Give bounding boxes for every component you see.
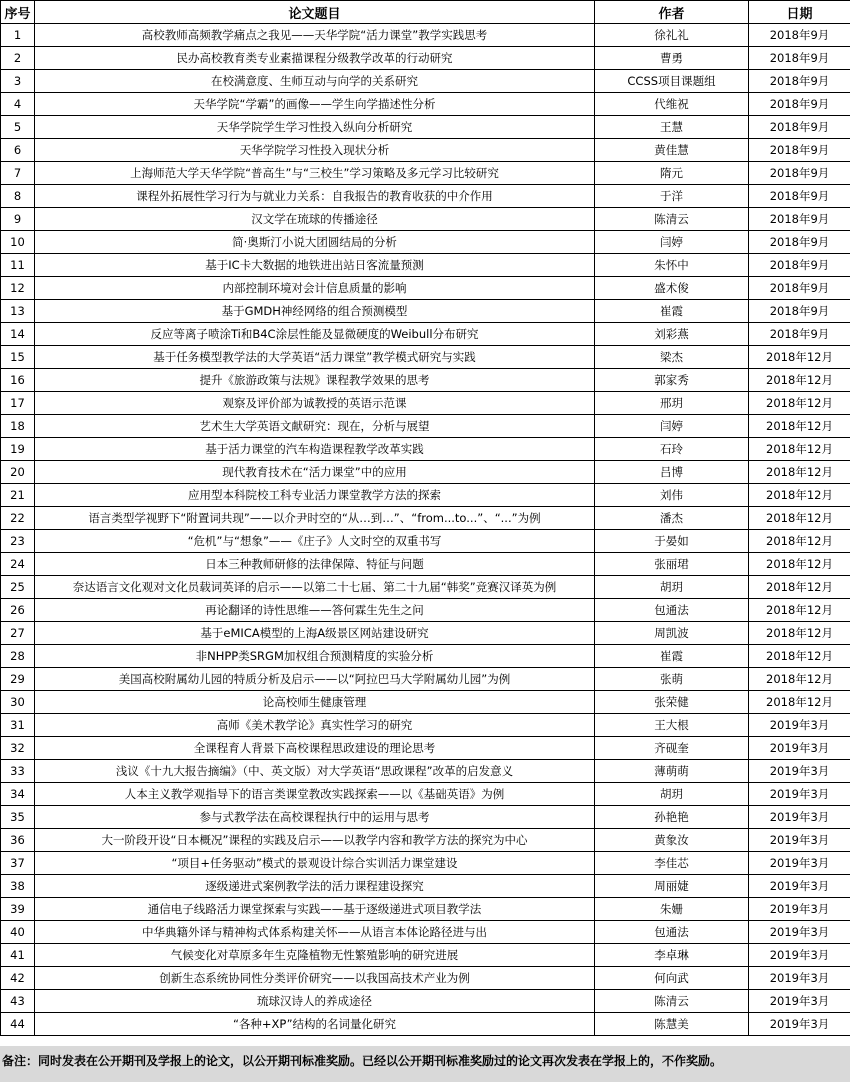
cell-author: 胡玥	[595, 576, 749, 599]
cell-no: 1	[1, 24, 35, 47]
header-no: 序号	[1, 1, 35, 24]
cell-date: 2018年12月	[749, 369, 850, 392]
footnote: 备注：同时发表在公开期刊及学报上的论文，以公开期刊标准奖励。已经以公开期刊标准奖励过的论文再次发表在学报上的，不作奖励。	[0, 1046, 850, 1082]
cell-date: 2019年3月	[749, 714, 850, 737]
cell-title: 天华学院学习性投入现状分析	[35, 139, 595, 162]
cell-title: 气候变化对草原多年生克隆植物无性繁殖影响的研究进展	[35, 944, 595, 967]
cell-date: 2019年3月	[749, 852, 850, 875]
cell-author: 张丽珺	[595, 553, 749, 576]
table-row	[1, 967, 850, 990]
cell-author: 齐砚奎	[595, 737, 749, 760]
cell-title: 现代教育技术在“活力课堂”中的应用	[35, 461, 595, 484]
cell-no: 41	[1, 944, 35, 967]
cell-no: 20	[1, 461, 35, 484]
cell-title: 逐级递进式案例教学法的活力课程建设探究	[35, 875, 595, 898]
cell-title: 美国高校附属幼儿园的特质分析及启示——以“阿拉巴马大学附属幼儿园”为例	[35, 668, 595, 691]
table-row	[1, 852, 850, 875]
cell-no: 37	[1, 852, 35, 875]
cell-no: 28	[1, 645, 35, 668]
table-row	[1, 806, 850, 829]
cell-author: 黄象汝	[595, 829, 749, 852]
table-body	[1, 24, 850, 1036]
cell-date: 2018年12月	[749, 461, 850, 484]
cell-title: 琉球汉诗人的养成途径	[35, 990, 595, 1013]
table-row	[1, 553, 850, 576]
cell-author: 曹勇	[595, 47, 749, 70]
cell-no: 18	[1, 415, 35, 438]
cell-author: 隋元	[595, 162, 749, 185]
cell-no: 36	[1, 829, 35, 852]
table-row	[1, 622, 850, 645]
table-row	[1, 208, 850, 231]
cell-date: 2019年3月	[749, 921, 850, 944]
cell-author: 张萌	[595, 668, 749, 691]
cell-date: 2018年12月	[749, 668, 850, 691]
cell-no: 24	[1, 553, 35, 576]
cell-date: 2019年3月	[749, 944, 850, 967]
cell-date: 2018年12月	[749, 484, 850, 507]
table-row	[1, 668, 850, 691]
table-header-row	[1, 1, 850, 24]
table-row	[1, 116, 850, 139]
cell-no: 42	[1, 967, 35, 990]
cell-author: 崔霞	[595, 300, 749, 323]
cell-author: 代维祝	[595, 93, 749, 116]
cell-title: “危机”与“想象”——《庄子》人文时空的双重书写	[35, 530, 595, 553]
cell-date: 2018年9月	[749, 300, 850, 323]
table-row	[1, 484, 850, 507]
cell-no: 16	[1, 369, 35, 392]
cell-no: 32	[1, 737, 35, 760]
cell-date: 2018年12月	[749, 553, 850, 576]
table-row	[1, 254, 850, 277]
table-row	[1, 599, 850, 622]
cell-title: 浅议《十九大报告摘编》（中、英文版）对大学英语“思政课程”改革的启发意义	[35, 760, 595, 783]
cell-title: 语言类型学视野下“附置词共现”——以介尹时空的“从…到…”、“from...to...”、“...”为例	[35, 507, 595, 530]
cell-date: 2018年9月	[749, 70, 850, 93]
cell-date: 2018年12月	[749, 438, 850, 461]
cell-date: 2018年12月	[749, 415, 850, 438]
table-row	[1, 185, 850, 208]
table-row	[1, 369, 850, 392]
cell-title: 艺术生大学英语文献研究：现在，分析与展望	[35, 415, 595, 438]
cell-title: 提升《旅游政策与法规》课程教学效果的思考	[35, 369, 595, 392]
cell-title: 人本主义教学观指导下的语言类课堂教改实践探索——以《基础英语》为例	[35, 783, 595, 806]
table-row	[1, 829, 850, 852]
cell-date: 2018年12月	[749, 691, 850, 714]
cell-date: 2018年9月	[749, 139, 850, 162]
cell-author: 于晏如	[595, 530, 749, 553]
cell-date: 2019年3月	[749, 967, 850, 990]
cell-title: 大一阶段开设“日本概况”课程的实践及启示——以教学内容和教学方法的探究为中心	[35, 829, 595, 852]
cell-author: 闫婷	[595, 415, 749, 438]
table-row	[1, 990, 850, 1013]
cell-title: 中华典籍外译与精神构式体系构建关怀——从语言本体论路径进与出	[35, 921, 595, 944]
cell-author: 朱姗	[595, 898, 749, 921]
table-row	[1, 47, 850, 70]
cell-no: 29	[1, 668, 35, 691]
cell-title: 论高校师生健康管理	[35, 691, 595, 714]
cell-no: 34	[1, 783, 35, 806]
cell-no: 19	[1, 438, 35, 461]
cell-author: 周凯波	[595, 622, 749, 645]
cell-date: 2019年3月	[749, 875, 850, 898]
cell-title: 课程外拓展性学习行为与就业力关系：自我报告的教育收获的中介作用	[35, 185, 595, 208]
cell-title: 再论翻译的诗性思维——答何霖生先生之问	[35, 599, 595, 622]
cell-author: 吕博	[595, 461, 749, 484]
cell-author: 孙艳艳	[595, 806, 749, 829]
cell-no: 33	[1, 760, 35, 783]
table-row	[1, 323, 850, 346]
cell-date: 2018年12月	[749, 599, 850, 622]
cell-title: 基于GMDH神经网络的组合预测模型	[35, 300, 595, 323]
cell-date: 2018年9月	[749, 47, 850, 70]
cell-title: 天华学院学生学习性投入纵向分析研究	[35, 116, 595, 139]
cell-no: 11	[1, 254, 35, 277]
cell-title: “项目+任务驱动”模式的景观设计综合实训活力课堂建设	[35, 852, 595, 875]
cell-title: 反应等离子喷涂Ti和B4C涂层性能及显微硬度的Weibull分布研究	[35, 323, 595, 346]
table-row	[1, 461, 850, 484]
cell-title: 内部控制环境对会计信息质量的影响	[35, 277, 595, 300]
cell-date: 2018年12月	[749, 622, 850, 645]
cell-no: 38	[1, 875, 35, 898]
cell-title: 简·奥斯汀小说大团圆结局的分析	[35, 231, 595, 254]
cell-no: 13	[1, 300, 35, 323]
cell-no: 12	[1, 277, 35, 300]
table-row	[1, 944, 850, 967]
cell-no: 23	[1, 530, 35, 553]
cell-author: 邢玥	[595, 392, 749, 415]
cell-no: 3	[1, 70, 35, 93]
cell-no: 7	[1, 162, 35, 185]
table-row	[1, 346, 850, 369]
table-row	[1, 645, 850, 668]
table-row	[1, 139, 850, 162]
table-row	[1, 93, 850, 116]
cell-title: 高校教师高频教学痛点之我见——天华学院“活力课堂”教学实践思考	[35, 24, 595, 47]
cell-no: 14	[1, 323, 35, 346]
cell-title: 天华学院“学霸”的画像——学生向学描述性分析	[35, 93, 595, 116]
cell-date: 2019年3月	[749, 1013, 850, 1036]
cell-no: 9	[1, 208, 35, 231]
cell-date: 2019年3月	[749, 990, 850, 1013]
cell-title: 在校满意度、生师互动与向学的关系研究	[35, 70, 595, 93]
cell-date: 2019年3月	[749, 829, 850, 852]
cell-date: 2019年3月	[749, 760, 850, 783]
cell-author: 何向武	[595, 967, 749, 990]
cell-date: 2018年12月	[749, 576, 850, 599]
cell-no: 27	[1, 622, 35, 645]
cell-no: 22	[1, 507, 35, 530]
cell-author: 包通法	[595, 599, 749, 622]
cell-no: 2	[1, 47, 35, 70]
table-row	[1, 783, 850, 806]
cell-no: 26	[1, 599, 35, 622]
cell-no: 10	[1, 231, 35, 254]
table-row	[1, 300, 850, 323]
cell-title: 基于eMICA模型的上海A级景区网站建设研究	[35, 622, 595, 645]
cell-author: 胡玥	[595, 783, 749, 806]
cell-title: 参与式教学法在高校课程执行中的运用与思考	[35, 806, 595, 829]
table-row	[1, 438, 850, 461]
table-row	[1, 162, 850, 185]
cell-title: 上海师范大学天华学院“普高生”与“三校生”学习策略及多元学习比较研究	[35, 162, 595, 185]
cell-no: 25	[1, 576, 35, 599]
cell-date: 2018年9月	[749, 254, 850, 277]
table-row	[1, 1013, 850, 1036]
cell-date: 2018年12月	[749, 392, 850, 415]
cell-no: 17	[1, 392, 35, 415]
cell-author: 张荣健	[595, 691, 749, 714]
cell-date: 2018年9月	[749, 24, 850, 47]
cell-author: 陈清云	[595, 990, 749, 1013]
cell-author: 薄萌萌	[595, 760, 749, 783]
cell-title: 奈达语言文化观对文化员载词英译的启示——以第二十七届、第二十九届“韩奖”竞赛汉译英为例	[35, 576, 595, 599]
table-row	[1, 24, 850, 47]
cell-author: 石玲	[595, 438, 749, 461]
cell-author: 郭家秀	[595, 369, 749, 392]
cell-author: 周丽婕	[595, 875, 749, 898]
cell-title: 全课程育人背景下高校课程思政建设的理论思考	[35, 737, 595, 760]
cell-date: 2018年12月	[749, 346, 850, 369]
cell-author: 王大根	[595, 714, 749, 737]
table-row	[1, 898, 850, 921]
cell-author: 包通法	[595, 921, 749, 944]
table-row	[1, 576, 850, 599]
cell-author: 崔霞	[595, 645, 749, 668]
cell-author: 梁杰	[595, 346, 749, 369]
cell-no: 35	[1, 806, 35, 829]
table-row	[1, 691, 850, 714]
cell-no: 43	[1, 990, 35, 1013]
cell-title: 民办高校教育类专业素描课程分级教学改革的行动研究	[35, 47, 595, 70]
cell-date: 2018年9月	[749, 323, 850, 346]
cell-author: 潘杰	[595, 507, 749, 530]
table-row	[1, 277, 850, 300]
cell-title: 基于IC卡大数据的地铁进出站日客流量预测	[35, 254, 595, 277]
table-row	[1, 760, 850, 783]
cell-author: 于洋	[595, 185, 749, 208]
cell-no: 5	[1, 116, 35, 139]
table-row	[1, 415, 850, 438]
cell-no: 31	[1, 714, 35, 737]
cell-no: 44	[1, 1013, 35, 1036]
table-row	[1, 714, 850, 737]
cell-author: CCSS项目课题组	[595, 70, 749, 93]
table-row	[1, 392, 850, 415]
cell-no: 15	[1, 346, 35, 369]
cell-date: 2018年9月	[749, 93, 850, 116]
cell-author: 盛术俊	[595, 277, 749, 300]
cell-author: 陈清云	[595, 208, 749, 231]
cell-no: 4	[1, 93, 35, 116]
cell-no: 6	[1, 139, 35, 162]
cell-date: 2018年9月	[749, 208, 850, 231]
cell-title: 汉文学在琉球的传播途径	[35, 208, 595, 231]
cell-date: 2018年9月	[749, 116, 850, 139]
cell-no: 40	[1, 921, 35, 944]
cell-title: “各种+XP”结构的名词量化研究	[35, 1013, 595, 1036]
table-row	[1, 875, 850, 898]
cell-title: 应用型本科院校工科专业活力课堂教学方法的探索	[35, 484, 595, 507]
header-date: 日期	[749, 1, 850, 24]
cell-author: 陈慧美	[595, 1013, 749, 1036]
table-row	[1, 70, 850, 93]
cell-no: 21	[1, 484, 35, 507]
cell-title: 非NHPP类SRGM加权组合预测精度的实验分析	[35, 645, 595, 668]
table-row	[1, 921, 850, 944]
cell-date: 2018年12月	[749, 645, 850, 668]
cell-author: 朱怀中	[595, 254, 749, 277]
cell-date: 2019年3月	[749, 783, 850, 806]
cell-date: 2018年9月	[749, 185, 850, 208]
cell-title: 通信电子线路活力课堂探索与实践——基于逐级递进式项目教学法	[35, 898, 595, 921]
cell-author: 刘伟	[595, 484, 749, 507]
table-row	[1, 530, 850, 553]
cell-title: 日本三种教师研修的法律保障、特征与问题	[35, 553, 595, 576]
cell-no: 8	[1, 185, 35, 208]
header-author: 作者	[595, 1, 749, 24]
cell-date: 2018年9月	[749, 231, 850, 254]
cell-author: 黄佳慧	[595, 139, 749, 162]
cell-no: 30	[1, 691, 35, 714]
table-row	[1, 737, 850, 760]
cell-title: 高师《美术教学论》真实性学习的研究	[35, 714, 595, 737]
table-row	[1, 231, 850, 254]
table-row	[1, 507, 850, 530]
cell-title: 创新生态系统协同性分类评价研究——以我国高技术产业为例	[35, 967, 595, 990]
cell-author: 李佳芯	[595, 852, 749, 875]
cell-date: 2018年12月	[749, 507, 850, 530]
cell-date: 2019年3月	[749, 806, 850, 829]
cell-date: 2019年3月	[749, 898, 850, 921]
cell-title: 基于活力课堂的汽车构造课程教学改革实践	[35, 438, 595, 461]
header-title: 论文题目	[35, 1, 595, 24]
cell-date: 2018年12月	[749, 530, 850, 553]
cell-date: 2018年9月	[749, 277, 850, 300]
cell-title: 观察及评价部为诚教授的英语示范课	[35, 392, 595, 415]
cell-no: 39	[1, 898, 35, 921]
cell-author: 刘彩燕	[595, 323, 749, 346]
cell-author: 王慧	[595, 116, 749, 139]
cell-date: 2019年3月	[749, 737, 850, 760]
cell-author: 李卓琳	[595, 944, 749, 967]
cell-author: 闫婷	[595, 231, 749, 254]
cell-title: 基于任务模型教学法的大学英语“活力课堂”教学模式研究与实践	[35, 346, 595, 369]
cell-date: 2018年9月	[749, 162, 850, 185]
cell-author: 徐礼礼	[595, 24, 749, 47]
